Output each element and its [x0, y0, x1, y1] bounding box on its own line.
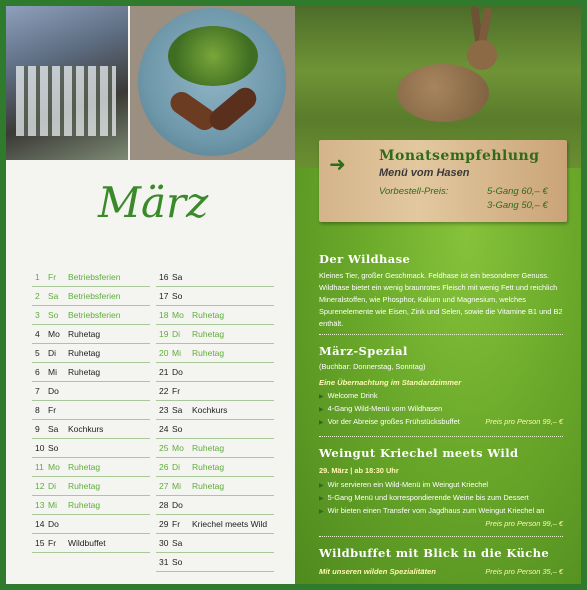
calendar-day-number: 12: [35, 481, 45, 491]
price-5-gang: 5-Gang 60,– €: [487, 186, 548, 197]
calendar-weekday: Mo: [172, 310, 184, 320]
calendar-day-number: 21: [159, 367, 169, 377]
calendar-day-number: 25: [159, 443, 169, 453]
calendar-weekday: Di: [172, 462, 181, 472]
calendar-weekday: Sa: [48, 291, 59, 301]
divider: [319, 334, 563, 335]
calendar-weekday: Fr: [172, 386, 181, 396]
calendar-weekday: Mo: [172, 443, 184, 453]
calendar-weekday: So: [48, 310, 59, 320]
spezial-note: (Buchbar: Donnerstag, Sonntag): [319, 362, 426, 371]
calendar-row: [156, 477, 274, 496]
calendar-day-number: 1: [35, 272, 40, 282]
calendar-label: Ruhetag: [68, 329, 101, 339]
calendar-day-number: 14: [35, 519, 45, 529]
calendar-weekday: Di: [48, 481, 57, 491]
calendar-weekday: Di: [172, 329, 181, 339]
spezial-price: Preis pro Person 99,– €: [485, 417, 563, 426]
calendar-label: Ruhetag: [192, 481, 225, 491]
calendar-label: Ruhetag: [68, 500, 101, 510]
calendar-day-number: 9: [35, 424, 40, 434]
calendar-day-number: 6: [35, 367, 40, 377]
calendar-day-number: 2: [35, 291, 40, 301]
calendar-label: Ruhetag: [192, 310, 225, 320]
calendar-label: Betriebsferien: [68, 291, 121, 301]
calendar-weekday: Sa: [172, 538, 183, 548]
calendar-weekday: Mi: [172, 348, 181, 358]
calendar-column-2: [156, 268, 274, 572]
plate: [138, 8, 286, 156]
calendar-label: Ruhetag: [68, 462, 101, 472]
spezial-item-2: ▶ Welcome Drink: [319, 391, 378, 400]
calendar-day-number: 8: [35, 405, 40, 415]
sign-subtitle: Menü vom Hasen: [379, 167, 470, 179]
calendar-weekday: Mo: [48, 329, 60, 339]
calendar-row: [32, 268, 150, 287]
kriechel-item-2: ▶ 5-Gang Menü und korrespondierende Weine bis zum Dessert: [319, 493, 529, 502]
calendar-weekday: Fr: [48, 538, 57, 548]
calendar-label: Kochkurs: [192, 405, 228, 415]
calendar-weekday: Mi: [172, 481, 181, 491]
calendar-weekday: Mi: [48, 500, 57, 510]
calendar-row: [32, 534, 150, 553]
kriechel-date: 29. März | ab 18:30 Uhr: [319, 466, 399, 475]
spezial-item-4: ▶ Vor der Abreise großes Frühstücksbuffet: [319, 417, 460, 426]
calendar-label: Kriechel meets Wild: [192, 519, 268, 529]
calendar-day-number: 4: [35, 329, 40, 339]
calendar-weekday: So: [172, 557, 183, 567]
calendar-weekday: Fr: [48, 405, 57, 415]
calendar-day-number: 18: [159, 310, 169, 320]
calendar-row: [32, 439, 150, 458]
calendar-row: [32, 287, 150, 306]
calendar-row: [156, 534, 274, 553]
calendar-weekday: Mi: [48, 367, 57, 377]
calendar-column-1: [32, 268, 150, 553]
kriechel-item-1: ▶ Wir servieren ein Wild-Menü im Weingut Kriechel: [319, 480, 488, 489]
calendar-weekday: Sa: [172, 405, 183, 415]
calendar-day-number: 26: [159, 462, 169, 472]
calendar-row: [156, 344, 274, 363]
calendar-day-number: 17: [159, 291, 169, 301]
calendar-row: [32, 344, 150, 363]
calendar-row: [32, 496, 150, 515]
preorder-label: Vorbestell-Preis:: [379, 186, 449, 197]
calendar-day-number: 7: [35, 386, 40, 396]
divider: [319, 536, 563, 537]
calendar-day-number: 24: [159, 424, 169, 434]
calendar-row: [156, 420, 274, 439]
wildbuffet-price: Preis pro Person 35,– €: [485, 567, 563, 576]
calendar-day-number: 28: [159, 500, 169, 510]
calendar-weekday: Sa: [172, 272, 183, 282]
wildbuffet-heading: Wildbuffet mit Blick in die Küche: [319, 546, 550, 560]
calendar-label: Ruhetag: [192, 348, 225, 358]
calendar-weekday: Fr: [48, 272, 57, 282]
calendar-day-number: 27: [159, 481, 169, 491]
buffet-photo: [6, 6, 128, 160]
calendar-row: [32, 420, 150, 439]
calendar-label: Ruhetag: [192, 462, 225, 472]
spezial-heading: März-Spezial: [319, 344, 408, 358]
kriechel-heading: Weingut Kriechel meets Wild: [319, 446, 519, 460]
calendar-row: [156, 496, 274, 515]
calendar-weekday: So: [172, 291, 183, 301]
calendar-label: Wildbuffet: [68, 538, 106, 548]
calendar-label: Ruhetag: [192, 443, 225, 453]
calendar-weekday: So: [172, 424, 183, 434]
calendar-row: [32, 382, 150, 401]
calendar-weekday: Di: [48, 348, 57, 358]
calendar-label: Ruhetag: [68, 367, 101, 377]
wildhase-text: Kleines Tier, großer Geschmack. Feldhase ist ein besonderer Genuss. Wildhase bietet ein wenig braunrotes Fleisch mit wenig Fett und reichlich Mineralstoffen, wie Phosphor, Kalium und Magnesium, welches Spurenelemente wie Eisen, Zink und Selen, sowie die Vitamine B1 und B2 enthält.: [319, 271, 563, 328]
calendar-day-number: 29: [159, 519, 169, 529]
calendar-weekday: So: [48, 443, 59, 453]
calendar-day-number: 30: [159, 538, 169, 548]
wooden-sign: [319, 140, 567, 222]
calendar-row: [156, 439, 274, 458]
calendar-day-number: 31: [159, 557, 169, 567]
calendar-row: [32, 363, 150, 382]
arrow-icon: ➜: [329, 154, 346, 176]
calendar-row: [32, 306, 150, 325]
kriechel-price: Preis pro Person 99,– €: [485, 519, 563, 528]
calendar-row: [32, 477, 150, 496]
divider: [319, 436, 563, 437]
calendar-label: Ruhetag: [68, 348, 101, 358]
calendar-day-number: 10: [35, 443, 45, 453]
calendar-day-number: 23: [159, 405, 169, 415]
calendar-day-number: 20: [159, 348, 169, 358]
calendar-row: [156, 458, 274, 477]
calendar-weekday: Do: [48, 386, 59, 396]
calendar-label: Betriebsferien: [68, 272, 121, 282]
calendar-row: [156, 553, 274, 572]
spezial-item-1: Eine Übernachtung im Standardzimmer: [319, 378, 462, 387]
left-column: [6, 6, 295, 584]
calendar-row: [156, 401, 274, 420]
calendar-day-number: 19: [159, 329, 169, 339]
sign-title: Monatsempfehlung: [379, 148, 540, 164]
calendar-weekday: Do: [48, 519, 59, 529]
calendar-weekday: Do: [172, 367, 183, 377]
calendar-row: [156, 515, 274, 534]
calendar-day-number: 22: [159, 386, 169, 396]
calendar-label: Kochkurs: [68, 424, 104, 434]
calendar-day-number: 16: [159, 272, 169, 282]
price-3-gang: 3-Gang 50,– €: [487, 200, 548, 211]
calendar-day-number: 5: [35, 348, 40, 358]
page-content: [6, 6, 581, 584]
calendar-label: Ruhetag: [192, 329, 225, 339]
calendar-weekday: Mo: [48, 462, 60, 472]
month-title: März: [98, 178, 209, 227]
calendar-weekday: Do: [172, 500, 183, 510]
calendar-row: [156, 268, 274, 287]
calendar-weekday: Fr: [172, 519, 181, 529]
calendar-row: [156, 382, 274, 401]
spezial-item-3: ▶ 4-Gang Wild-Menü vom Wildhasen: [319, 404, 442, 413]
calendar-label: Ruhetag: [68, 481, 101, 491]
calendar-row: [156, 363, 274, 382]
calendar-label: Betriebsferien: [68, 310, 121, 320]
calendar-row: [156, 287, 274, 306]
calendar-row: [32, 515, 150, 534]
wildbuffet-note: Mit unseren wilden Spezialitäten: [319, 567, 436, 576]
calendar-day-number: 3: [35, 310, 40, 320]
calendar-row: [156, 325, 274, 344]
calendar-row: [156, 306, 274, 325]
calendar-day-number: 13: [35, 500, 45, 510]
right-column: [295, 6, 581, 584]
calendar-day-number: 11: [35, 462, 44, 472]
calendar-row: [32, 401, 150, 420]
dish-photo: [130, 6, 295, 160]
calendar-row: [32, 325, 150, 344]
kriechel-item-3: ▶ Wir bieten einen Transfer vom Jagdhaus zum Weingut Kriechel an: [319, 506, 544, 515]
calendar-row: [32, 458, 150, 477]
calendar-day-number: 15: [35, 538, 45, 548]
wildhase-heading: Der Wildhase: [319, 252, 411, 266]
calendar-weekday: Sa: [48, 424, 59, 434]
